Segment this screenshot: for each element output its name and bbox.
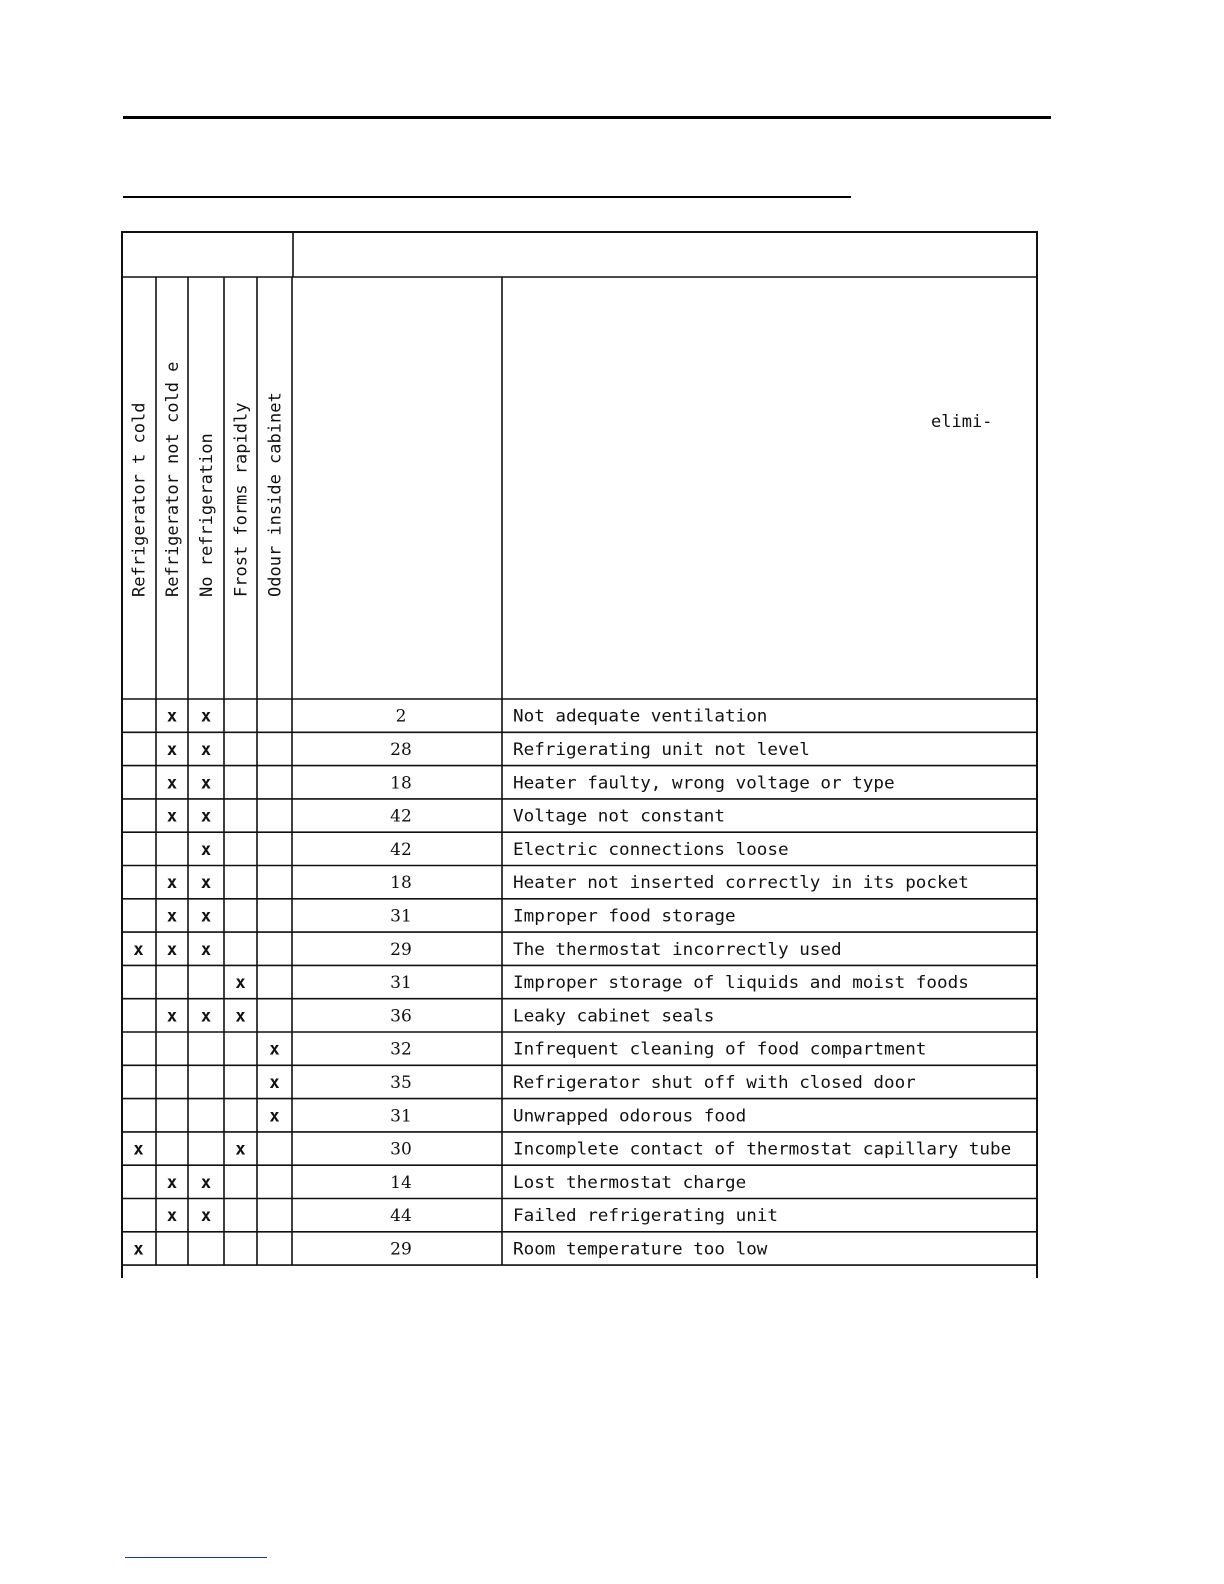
symptom-mark: x [166, 939, 178, 960]
cause-description: Leaky cabinet seals [513, 1006, 715, 1027]
page-reference: 42 [390, 839, 412, 860]
symptom-mark: x [133, 1139, 144, 1160]
symptom-mark: x [200, 706, 212, 727]
symptom-mark: x [269, 1106, 280, 1127]
symptom-mark: x [235, 973, 246, 994]
page-reference: 35 [390, 1072, 412, 1093]
page-reference: 31 [390, 1106, 412, 1127]
troubleshooting-table-grid [121, 231, 1039, 1278]
page-reference: 36 [390, 1006, 412, 1027]
symptom-mark: x [166, 1006, 178, 1027]
cause-description: Unwrapped odorous food [513, 1106, 747, 1127]
symptom-mark: x [166, 706, 178, 727]
symptom-header-1: Refrigerator t cold [129, 402, 150, 597]
symptom-mark: x [200, 739, 212, 760]
symptom-mark: x [133, 1239, 144, 1260]
symptom-mark: x [235, 1139, 246, 1160]
symptom-mark: x [200, 1172, 212, 1193]
symptom-mark: x [235, 1006, 246, 1027]
footnote-rule [125, 1557, 267, 1558]
page-reference: 44 [390, 1206, 412, 1227]
cause-description: Not adequate ventilation [513, 706, 768, 727]
page-reference: 18 [390, 773, 412, 794]
symptom-mark: x [166, 806, 178, 827]
symptom-mark: x [269, 1072, 280, 1093]
page-reference: 18 [390, 873, 412, 894]
symptom-header-5: Odour inside cabinet [265, 392, 286, 597]
symptom-mark: x [200, 773, 212, 794]
cause-description: Refrigerating unit not level [513, 739, 810, 760]
page-reference: 31 [390, 906, 412, 927]
cause-description: Failed refrigerating unit [513, 1206, 778, 1227]
header-text-fragment: elimi- [931, 412, 993, 432]
cause-description: Lost thermostat charge [513, 1172, 747, 1193]
cause-description: Infrequent cleaning of food compartment [513, 1039, 927, 1060]
symptom-header-3: No refrigeration [197, 433, 217, 597]
symptom-header-2: Refrigerator not cold e [163, 361, 183, 597]
cause-description: Refrigerator shut off with closed door [513, 1072, 916, 1093]
symptom-mark: x [200, 939, 212, 960]
page-reference: 32 [390, 1039, 412, 1060]
symptom-mark: x [166, 906, 178, 927]
symptom-mark: x [200, 1006, 212, 1027]
cause-description: Heater not inserted correctly in its pocket [513, 873, 969, 894]
cause-description: Heater faulty, wrong voltage or type [513, 773, 895, 794]
title-underline [123, 196, 851, 198]
page-reference: 29 [390, 1239, 412, 1260]
symptom-mark: x [166, 1206, 178, 1227]
page-reference: 31 [390, 973, 412, 994]
symptom-mark: x [166, 873, 178, 894]
page-reference: 29 [390, 939, 412, 960]
page-reference: 14 [390, 1172, 412, 1193]
page-reference: 28 [390, 739, 412, 760]
symptom-mark: x [166, 739, 178, 760]
cause-description: The thermostat incorrectly used [513, 939, 842, 960]
cause-description: Improper storage of liquids and moist foods [513, 973, 969, 994]
page-reference: 2 [395, 706, 407, 727]
symptom-mark: x [200, 873, 212, 894]
troubleshooting-table [121, 231, 1039, 1278]
symptom-mark: x [200, 906, 212, 927]
cause-description: Improper food storage [513, 906, 736, 927]
symptom-mark: x [166, 773, 178, 794]
symptom-mark: x [166, 1172, 178, 1193]
symptom-mark: x [200, 839, 212, 860]
page-reference: 42 [390, 806, 412, 827]
cause-description: Incomplete contact of thermostat capillary tube [513, 1139, 1012, 1160]
symptom-mark: x [133, 939, 144, 960]
symptom-mark: x [200, 1206, 212, 1227]
cause-description: Electric connections loose [513, 839, 789, 860]
cause-description: Voltage not constant [513, 806, 725, 827]
symptom-header-4: Frost forms rapidly [231, 402, 252, 597]
symptom-mark: x [269, 1039, 280, 1060]
page-reference: 30 [390, 1139, 412, 1160]
symptom-mark: x [200, 806, 212, 827]
cause-description: Room temperature too low [513, 1239, 769, 1260]
top-rule [123, 116, 1051, 119]
